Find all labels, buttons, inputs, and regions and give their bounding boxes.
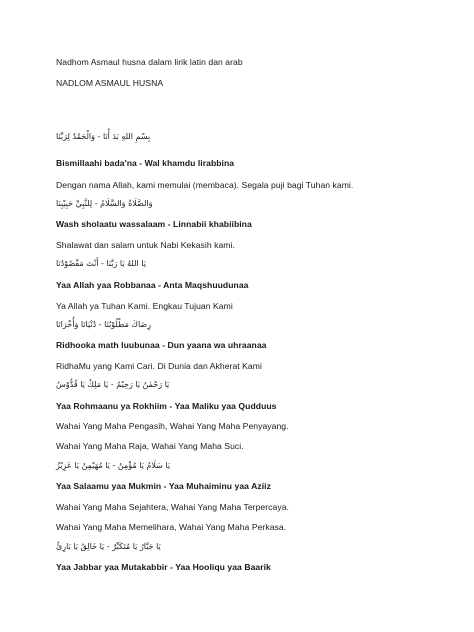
- document-title: Nadhom Asmaul husna dalam lirik latin dan arab: [56, 57, 243, 67]
- meaning-verse-5b: Wahai Yang Maha Raja, Wahai Yang Maha Suci.: [56, 441, 244, 451]
- arabic-verse-4: رِضَاكَ مَطْلُوْبُنَا - دُنْيَانَا وَأُخْرَانَا: [56, 320, 152, 329]
- meaning-verse-6a: Wahai Yang Maha Sejahtera, Wahai Yang Maha Terpercaya.: [56, 502, 289, 512]
- latin-verse-6: Yaa Salaamu yaa Mukmin - Yaa Muhaiminu yaa Aziiz: [56, 481, 271, 491]
- meaning-verse-2: Shalawat dan salam untuk Nabi Kekasih kami.: [56, 240, 235, 250]
- meaning-verse-3: Ya Allah ya Tuhan Kami. Engkau Tujuan Kami: [56, 301, 233, 311]
- arabic-verse-5: يَا رَحْمٰنُ يَا رَحِيْمُ - يَا مَلِكُ يَا قُدُّوْسُ: [56, 380, 170, 389]
- meaning-verse-1: Dengan nama Allah, kami memulai (membaca). Segala puji bagi Tuhan kami.: [56, 180, 354, 190]
- document-heading: NADLOM ASMAUL HUSNA: [56, 78, 164, 88]
- latin-verse-3: Yaa Allah yaa Robbanaa - Anta Maqshuudunaa: [56, 280, 249, 290]
- arabic-verse-3: يَا اللهُ يَا رَبَّنَا - أَنْتَ مَقْصُوْدُنَا: [56, 259, 146, 268]
- arabic-verse-1: بِسْمِ اللهِ بَدَ أْنَا - وَالْحَمْدُ لِرَبِّنَا: [56, 132, 151, 141]
- arabic-verse-7: يَا جَبَّارُ يَا مُتَكَبِّرُ - يَا خَالِقُ يَا بَارِئُ: [56, 542, 161, 551]
- meaning-verse-6b: Wahai Yang Maha Memelihara, Wahai Yang Maha Perkasa.: [56, 522, 287, 532]
- latin-verse-7: Yaa Jabbar yaa Mutakabbir - Yaa Hooliqu yaa Baarik: [56, 562, 271, 572]
- arabic-verse-6: يَا سَلَامُ يَا مُؤْمِنُ - يَا مُهَيْمِنُ يَا عَزِيْزُ: [56, 461, 171, 470]
- latin-verse-2: Wash sholaatu wassalaam - Linnabii khabiibina: [56, 219, 252, 229]
- meaning-verse-4: RidhaMu yang Kami Cari. Di Dunia dan Akherat Kami: [56, 361, 262, 371]
- latin-verse-5: Yaa Rohmaanu ya Rokhiim - Yaa Maliku yaa Qudduus: [56, 401, 277, 411]
- latin-verse-4: Ridhooka math luubunaa - Dun yaana wa uhraanaa: [56, 340, 267, 350]
- arabic-verse-2: وَالصَّلَاةُ وَالسَّلَامُ - لِلنَّبِيِّ حَبِيْبِنَا: [56, 199, 153, 208]
- latin-verse-1: Bismillaahi bada'na - Wal khamdu lirabbina: [56, 158, 235, 168]
- meaning-verse-5a: Wahai Yang Maha Pengasih, Wahai Yang Maha Penyayang.: [56, 421, 289, 431]
